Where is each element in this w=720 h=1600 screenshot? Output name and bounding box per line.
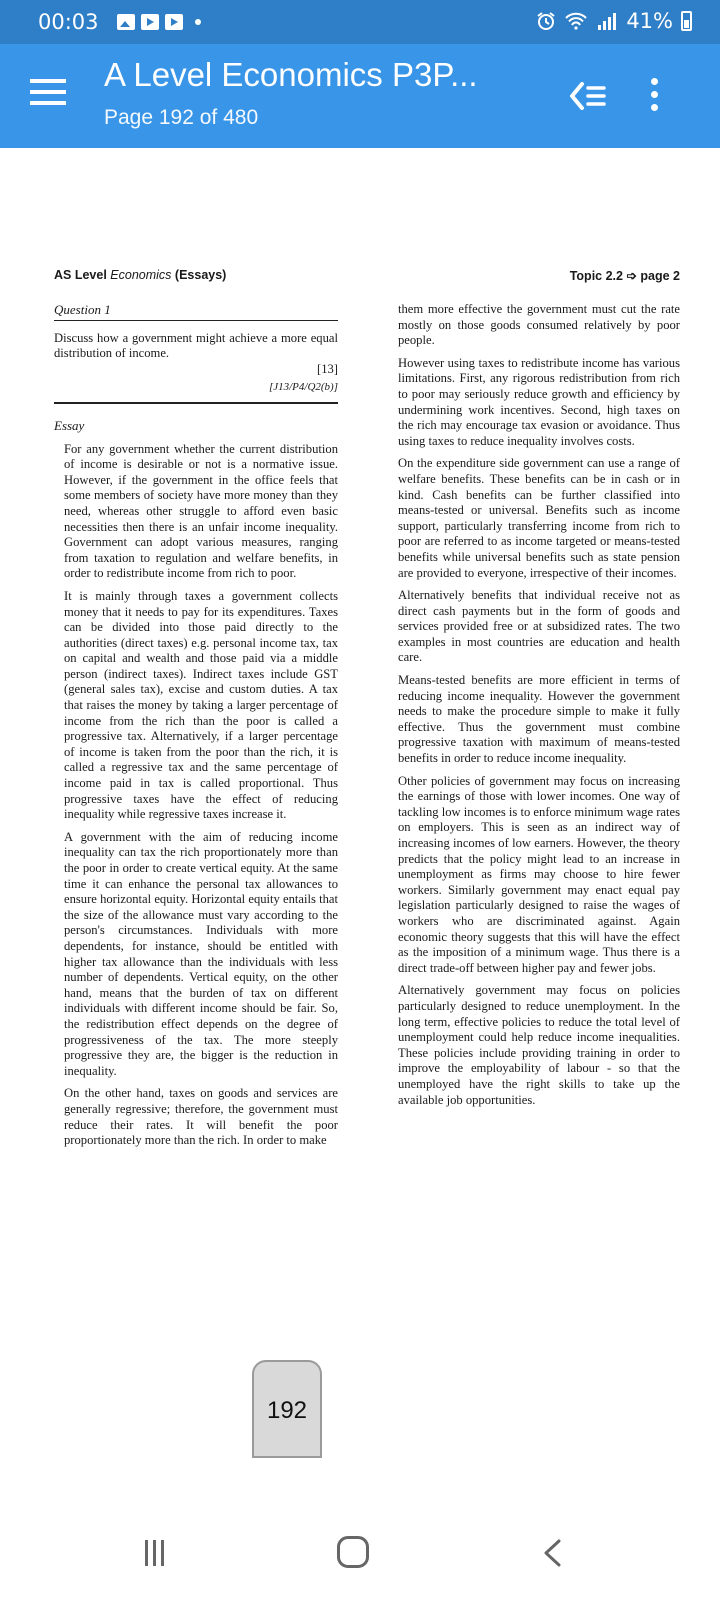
essay-paragraph: Alternatively benefits that individual receive not as direct cash payments but in the form of goods and services provided free or at subsidized rates. The two examples in most countries are education and health care. — [398, 588, 680, 665]
essay-paragraph: However using taxes to redistribute income has various limitations. First, any rigorous redistribution from rich to poor may seriously reduce growth and efficiency by undermining work incentives. Second, high taxes on the rich may encourage tax evasion or avoidance. Thus using taxes to reduce inequality involves costs. — [398, 355, 680, 448]
question-text: Discuss how a government might achieve a more equal distribution of income. — [54, 330, 338, 361]
question-marks: [13] — [317, 361, 338, 376]
notification-icons — [117, 14, 201, 30]
back-icon[interactable] — [539, 1538, 565, 1568]
essay-paragraph: On the expenditure side government can use a range of welfare benefits. These benefits can be in cash or in kind. Cash benefits can be further classified into means-tested or universal. Benefits such as income support, particularly transferring income from rich to poor are referred to as income targeted or means-tested benefits while universal benefits such as state pension are provided to everyone, irrespective of their incomes. — [398, 456, 680, 580]
more-notifications-dot-icon — [195, 19, 201, 25]
document-title: A Level Economics P3P... — [104, 56, 478, 93]
header-course: Economics — [110, 268, 172, 282]
battery-icon — [681, 11, 692, 31]
question-reference: [J13/P4/Q2(b)] — [54, 380, 338, 404]
essay-label: Essay — [54, 417, 85, 433]
page-number-badge: 192 — [252, 1360, 322, 1458]
home-icon[interactable] — [337, 1536, 369, 1568]
question-label: Question 1 — [54, 302, 338, 321]
essay-paragraph: A government with the aim of reducing income inequality can tax the rich proportionately more than the poor in order to create vertical equity. At the same time it can enhance the personal tax allowances to ensure horizontal equity. Horizontal equity entails that the size of the allowance must vary according to the person's circumstances. Individuals with more dependents, for instance, should be entitled with higher tax allowance than the individuals with less number of dependents. Vertical equity, on the other hand, means that the burden of tax on different individuals with different income should be fair. So, the redistribution effect depends on the degree of progressiveness of the tax. The more steeply progressive they are, the bigger is the reduction in inequality. — [64, 829, 338, 1078]
essay-paragraph: them more effective the government must cut the rate mostly on those goods consumed relatively by poor people. — [398, 302, 680, 348]
header-section: (Essays) — [174, 268, 227, 282]
essay-paragraph: On the other hand, taxes on goods and services are generally regressive; therefore, the government must reduce their rates. It will benefit the poor proportionately more than the rich. In order to make — [64, 1086, 338, 1148]
essay-paragraph: Alternatively government may focus on policies particularly designed to reduce unemployment. In the long term, effective policies to reduce the total level of unemployment could help reduce income inequalities. These policies include providing training in order to improve the employability of labour - so that the unemployed have the right skills to take up the available job opportunities. — [398, 983, 680, 1107]
header-left — [54, 268, 226, 282]
app-bar — [0, 44, 720, 148]
status-bar — [0, 0, 720, 44]
essay-paragraph: It is mainly through taxes a government collects money that it needs to pay for its expenditures. Taxes can be divided into those paid directly to the authorities (direct taxes) e.g. personal income tax, tax on capital and wealth and those paid via a middle person (indirect taxes). Indirect taxes include GST (general sales tax), excise and custom duties. A tax that raises the money by taking a larger percentage of income from the rich than the poor is called a progressive tax. Alternatively, if a larger percentage of income is taken from the poor than the rich, it is called a regressive tax and the same percentage of income paid in tax is called proportional. Thus progressive taxes have the effect of reducing inequality while regressive taxes increase it. — [64, 588, 338, 822]
youtube-notification-icon — [165, 14, 183, 30]
alarm-icon — [536, 11, 556, 31]
gallery-notification-icon — [117, 14, 135, 30]
status-time: 00:03 — [38, 10, 99, 34]
system-status — [536, 9, 692, 33]
signal-icon — [596, 11, 618, 31]
recent-apps-icon[interactable] — [145, 1540, 167, 1566]
more-vert-icon[interactable] — [650, 78, 660, 118]
header-subject: AS Level — [54, 268, 107, 282]
document-page[interactable] — [42, 250, 692, 1250]
menu-icon[interactable] — [30, 79, 66, 109]
right-column — [398, 302, 680, 1115]
essay-paragraph: Means-tested benefits are more efficient in terms of reducing income inequality. However the government needs to make the procedure simple to make it fully effective. Thus the government must combine progressive taxation with maximum of means-tested benefits in order to reduce income inequality. — [398, 673, 680, 766]
essay-paragraph: For any government whether the current distribution of income is desirable or not is a normative issue. However, if the government in the office feels that some members of society have more money than they need, whereas other struggle to afford even basic necessities then there is an unfair income inequality. Government can adopt various measures, ranging from taxation to regulation and welfare benefits, in order to redistribute income from rich to poor. — [64, 441, 338, 581]
text-to-speech-icon[interactable] — [568, 78, 608, 114]
left-column — [54, 302, 338, 1156]
essay-paragraph: Other policies of government may focus on increasing the earnings of those with lower incomes. One way of tackling low incomes is to enforce minimum wage rates on employers. This is seen as an indirect way of increasing incomes of low earners. However, the theory predicts that the policy might lead to an increase in unemployment as firms may choose to hire fewer workers. Similarly government may enact equal pay legislation particularly designed to raise the wages of workers who are discriminated against. Again economic theory suggests that this will have the effect as the imposition of a minimum wage. Thus there is a direct trade-off between higher pay and fewer jobs. — [398, 773, 680, 975]
youtube-notification-icon — [141, 14, 159, 30]
wifi-icon — [564, 11, 588, 31]
battery-percentage: 41% — [626, 9, 673, 33]
header-topic: Topic 2.2 ➩ page 2 — [569, 269, 680, 283]
page-indicator: Page 192 of 480 — [104, 106, 259, 129]
